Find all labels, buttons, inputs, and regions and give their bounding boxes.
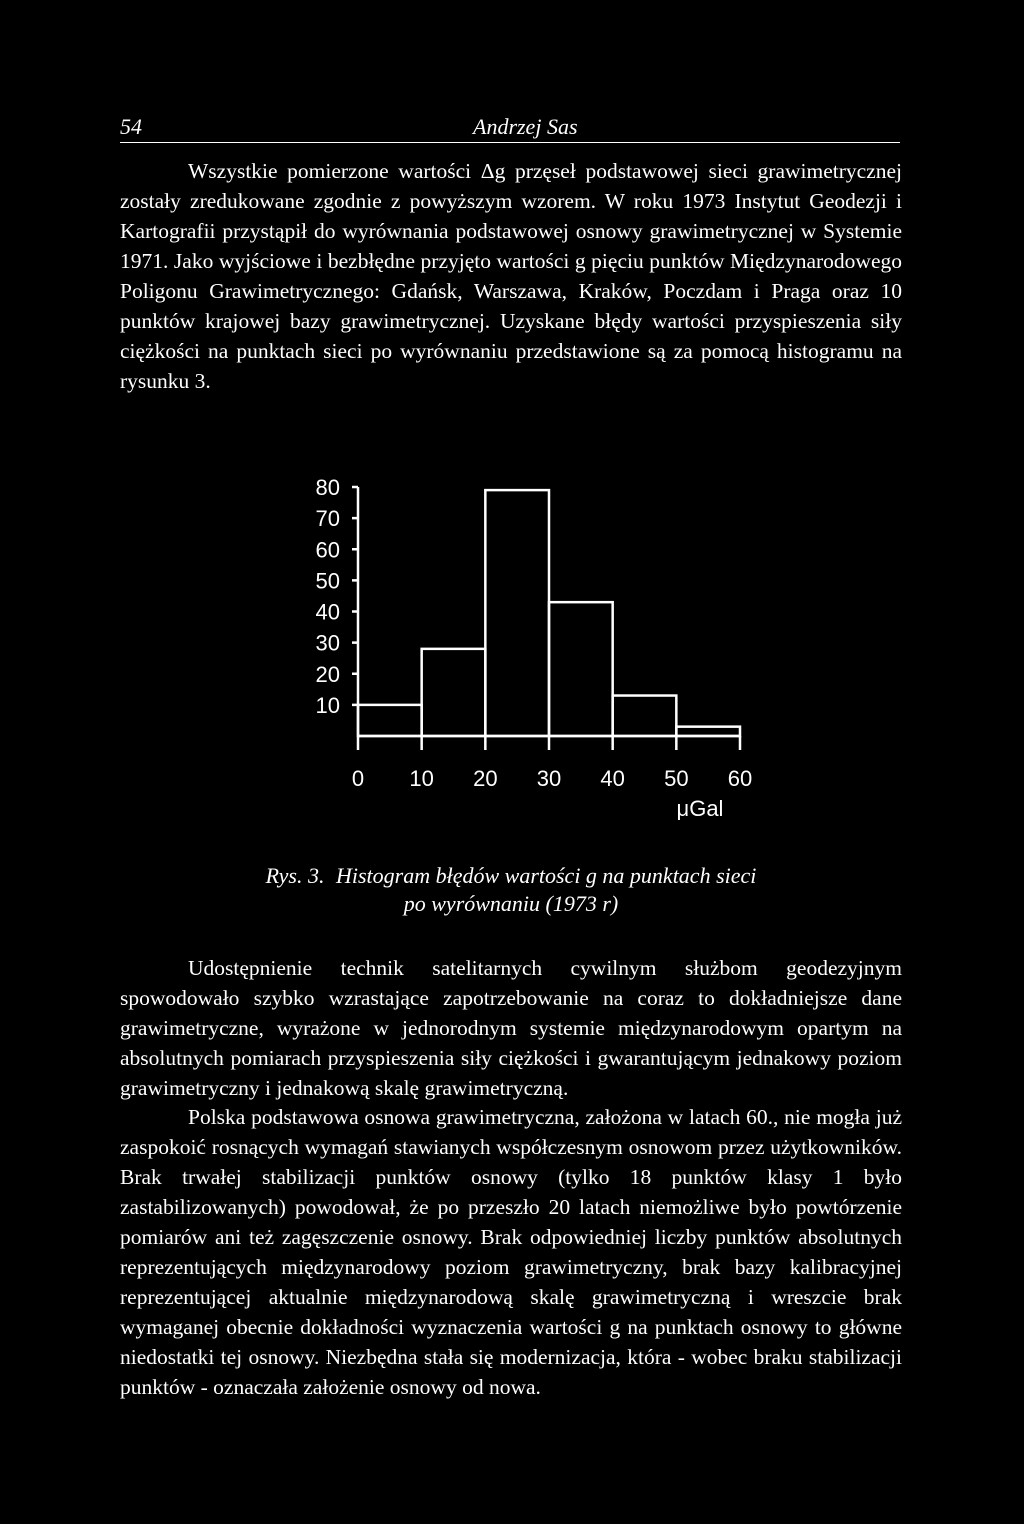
page-number: 54	[120, 114, 142, 139]
paragraph-satellite-text: Udostępnienie technik satelitarnych cywilnym służbom geodezyjnym spowodowało szybko wzrastające zapotrzebowanie na coraz to dokładniejsze dane grawimetryczne, wyrażone w jednorodnym systemie międzynarodowym opartym na absolutnych pomiarach przyspieszenia siły ciężkości i gwarantującym jednakowy poziom grawimetryczny i jednakową skalę grawimetryczną.	[120, 956, 902, 1100]
paragraph-intro-text: Wszystkie pomierzone wartości Δg przęseł podstawowej sieci grawimetrycznej zostały zredukowane zgodnie z powyższym wzorem. W roku 1973 Instytut Geodezji i Kartografii przystąpił do wyrównania podstawowej osnowy grawimetrycznej w Systemie 1971. Jako wyjściowe i bezbłędne przyjęto wartości g pięciu punktów Międzynarodowego Poligonu Grawimetrycznego: Gdańsk, Warszawa, Kraków, Poczdam i Praga oraz 10 punktów krajowej bazy grawimetrycznej. Uzyskane błędy wartości przyspieszenia siły ciężkości na punktach sieci po wyrównaniu przedstawione są za pomocą histogramu na rysunku 3.	[120, 159, 902, 393]
y-tick-label: 30	[315, 630, 340, 656]
x-tick-label: 50	[664, 766, 689, 791]
histogram-bar	[485, 490, 549, 736]
x-tick-label: 30	[536, 766, 562, 791]
paragraph-network-text: Polska podstawowa osnowa grawimetryczna, założona w latach 60., nie mogła już zaspokoić rosnących wymagań stawianych współczesnym osnowom przez użytkowników. Brak trwałej stabilizacji punktów osnowy (tylko 18 punktów klasy 1 było zastabilizowanych) powodował, że po przeszło 20 latach niemożliwe było powtórzenie pomiarów ani też zagęszczenie osnowy. Brak odpowiedniej liczby punktów absolutnych reprezentujących międzynarodowy poziom grawimetryczny, brak bazy kalibracyjnej reprezentującej aktualnie międzynarodową skalę grawimetryczną i wreszcie brak wymaganej obecnie dokładności wyznaczenia wartości g na punktach osnowy to główne niedostatki tej osnowy. Niezbędna stała się modernizacja, która - wobec braku stabilizacji punktów - oznaczała założenie osnowy od nowa.	[120, 1105, 902, 1399]
paragraph-network	[120, 1102, 902, 1402]
x-tick-label: 40	[600, 766, 625, 791]
y-tick-label: 20	[315, 661, 340, 687]
figure-caption-line2: po wyrównaniu (1973 r)	[403, 891, 619, 916]
y-tick-label: 70	[315, 506, 340, 532]
y-tick-label: 80	[315, 475, 340, 500]
figure-caption-line1: Histogram błędów wartości g na punktach sieci	[335, 863, 757, 888]
paragraph-satellite	[120, 953, 902, 1103]
running-head-author: Andrzej Sas	[473, 114, 578, 139]
histogram-bar	[613, 696, 677, 736]
histogram-bar	[549, 602, 613, 736]
histogram-bars	[358, 490, 740, 736]
histogram-bar	[422, 649, 486, 736]
histogram-axes	[352, 487, 740, 750]
x-tick-label: 60	[727, 766, 753, 791]
histogram-labels	[316, 475, 753, 821]
y-tick-label: 10	[315, 692, 340, 718]
histogram-bar	[358, 705, 422, 736]
y-tick-label: 50	[315, 568, 340, 594]
y-tick-label: 60	[315, 537, 340, 563]
x-axis-label: μGal	[676, 796, 724, 821]
figure-caption-label: Rys. 3.	[265, 863, 325, 888]
x-tick-label: 10	[409, 766, 434, 791]
x-tick-label: 20	[473, 766, 498, 791]
x-tick-label: 0	[351, 766, 365, 791]
y-tick-label: 40	[315, 599, 340, 625]
histogram-bar	[676, 727, 740, 736]
